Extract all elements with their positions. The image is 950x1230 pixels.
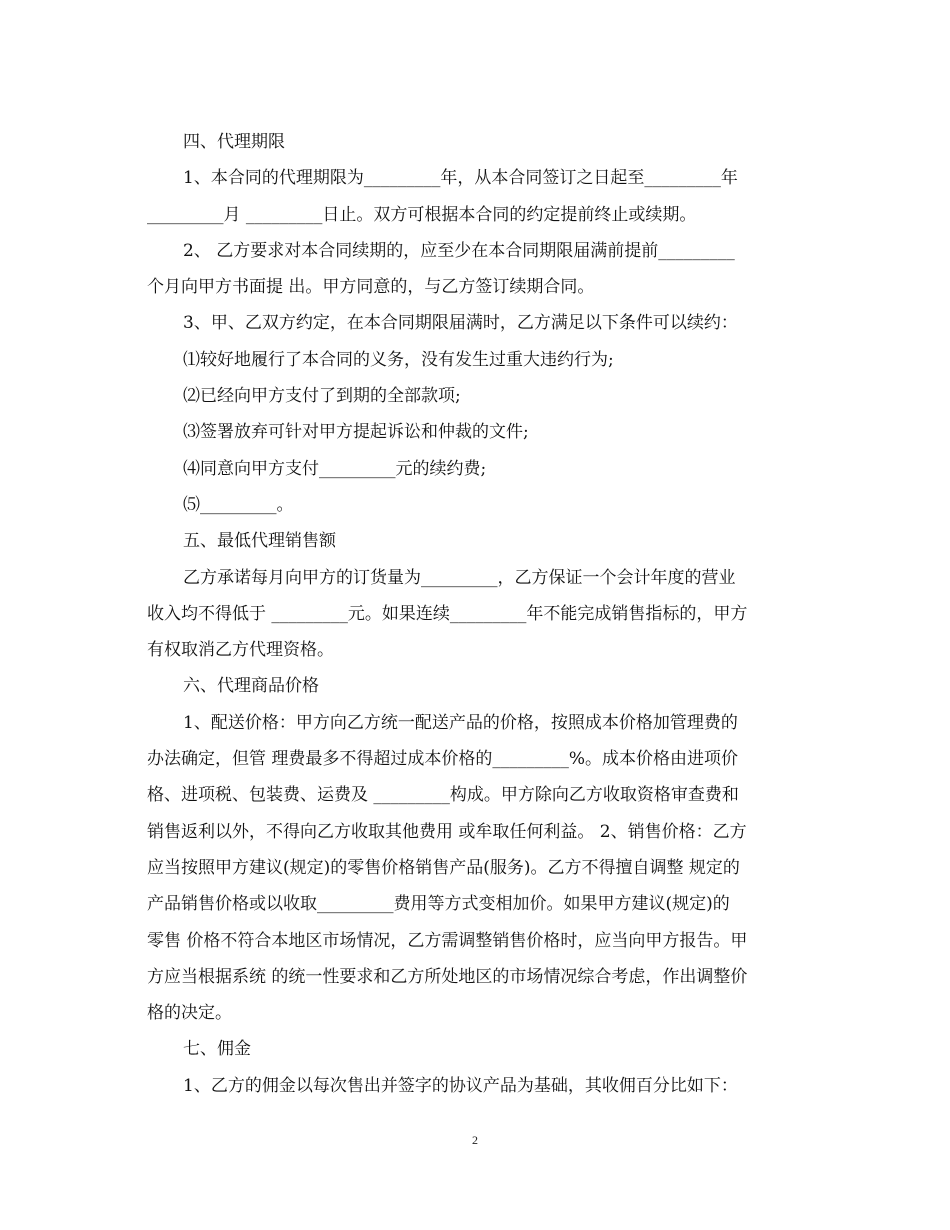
text-line: 2、 乙方要求对本合同续期的，应至少在本合同期限届满前提前_________	[183, 240, 735, 261]
text-line: 格的决定。	[147, 1003, 232, 1024]
section-heading: 七、佣金	[183, 1039, 251, 1060]
section-heading: 五、最低代理销售额	[183, 531, 336, 552]
text-line: 产品销售价格或以收取_________费用等方式变相加价。如果甲方建议(规定)的	[147, 894, 730, 915]
text-line: 1、乙方的佣金以每次售出并签字的协议产品为基础，其收佣百分比如下：	[183, 1075, 738, 1096]
text-line: 格、进项税、包装费、运费及 _________构成。甲方除向乙方收取资格审查费和	[147, 785, 739, 806]
list-item: ⑶签署放弃可针对甲方提起诉讼和仲裁的文件;	[183, 422, 529, 443]
text-line: 3、甲、乙双方约定，在本合同期限届满时，乙方满足以下条件可以续约：	[183, 313, 738, 334]
document-body	[147, 124, 807, 1104]
text-line: 个月向甲方书面提 出。甲方同意的，与乙方签订续期合同。	[147, 277, 595, 298]
list-item: ⑵已经向甲方支付了到期的全部款项;	[183, 386, 461, 407]
section-heading: 六、代理商品价格	[183, 676, 319, 697]
text-line: _________月 _________日止。双方可根据本合同的约定提前终止或续期。	[147, 204, 697, 225]
text-line: 1、本合同的代理期限为_________年，从本合同签订之日起至_________年	[183, 168, 738, 189]
section-heading: 四、代理期限	[183, 132, 285, 152]
text-line: 零售 价格不符合本地区市场情况，乙方需调整销售价格时，应当向甲方报告。甲	[147, 930, 748, 951]
page-number: 2	[472, 1133, 478, 1147]
text-line: 办法确定，但管 理费最多不得超过成本价格的_________%。成本价格由进项价	[147, 749, 739, 770]
list-item: ⑸_________。	[183, 494, 294, 515]
text-line: 方应当根据系统 的统一性要求和乙方所处地区的市场情况综合考虑，作出调整价	[147, 966, 748, 987]
text-line: 乙方承诺每月向甲方的订货量为_________，乙方保证一个会计年度的营业	[183, 567, 736, 588]
text-line: 应当按照甲方建议(规定)的零售价格销售产品(服务)。乙方不得擅自调整 规定的	[147, 857, 740, 878]
text-line: 销售返利以外，不得向乙方收取其他费用 或牟取任何利益。 2、销售价格：乙方	[147, 821, 747, 842]
list-item: ⑴较好地履行了本合同的义务，没有发生过重大违约行为;	[183, 349, 614, 370]
text-line: 有权取消乙方代理资格。	[147, 640, 334, 661]
text-line: 1、配送价格：甲方向乙方统一配送产品的价格，按照成本价格加管理费的	[183, 712, 738, 733]
text-line: 收入均不得低于 _________元。如果连续_________年不能完成销售指标的，甲方	[147, 603, 748, 624]
list-item: ⑷同意向甲方支付_________元的续约费;	[183, 458, 487, 479]
